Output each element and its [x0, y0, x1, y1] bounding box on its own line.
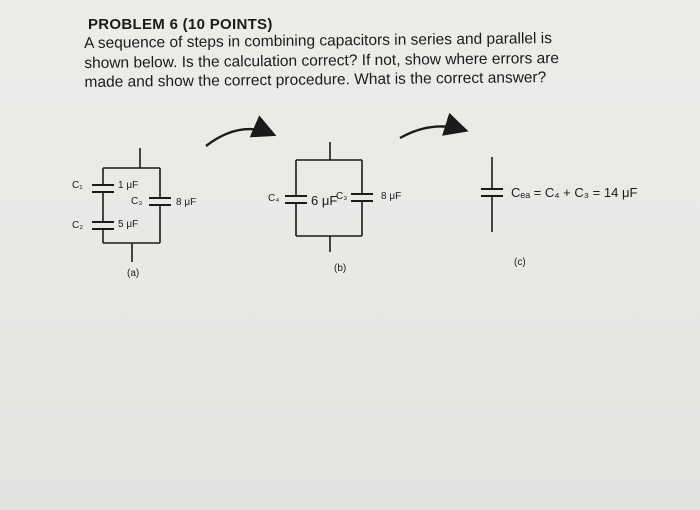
problem-title: PROBLEM 6 (10 POINTS): [88, 16, 273, 33]
c2-name: C₂: [72, 220, 84, 231]
caption-a: (a): [127, 268, 140, 279]
c1-name: C₁: [72, 180, 83, 191]
caption-c: (c): [514, 257, 526, 268]
statement-line-3: made and show the correct procedure. What is the correct answer?: [84, 69, 547, 91]
equivalent-equation: Cₑₐ = C₄ + C₃ = 14 μF: [511, 185, 638, 200]
arrow-b-to-c: [400, 126, 464, 138]
c3-value-a: 8 μF: [176, 197, 197, 208]
c3-name-a: C₃: [131, 196, 143, 207]
c4-name-b: C₄: [268, 193, 280, 204]
statement-line-2: shown below. Is the calculation correct? If not, show where errors are: [84, 49, 560, 72]
statement-line-1: A sequence of steps in combining capacitors in series and parallel is: [84, 30, 553, 52]
c4-value-b: 6 μF: [311, 193, 338, 208]
c2-value: 5 μF: [118, 219, 139, 230]
c3-value-b: 8 μF: [381, 191, 402, 202]
c1-value: 1 μF: [118, 180, 139, 191]
arrow-a-to-b: [206, 129, 272, 146]
c3-name-b: C₃: [336, 191, 348, 202]
circuit-c-drawing: [481, 157, 503, 232]
caption-b: (b): [334, 263, 347, 274]
